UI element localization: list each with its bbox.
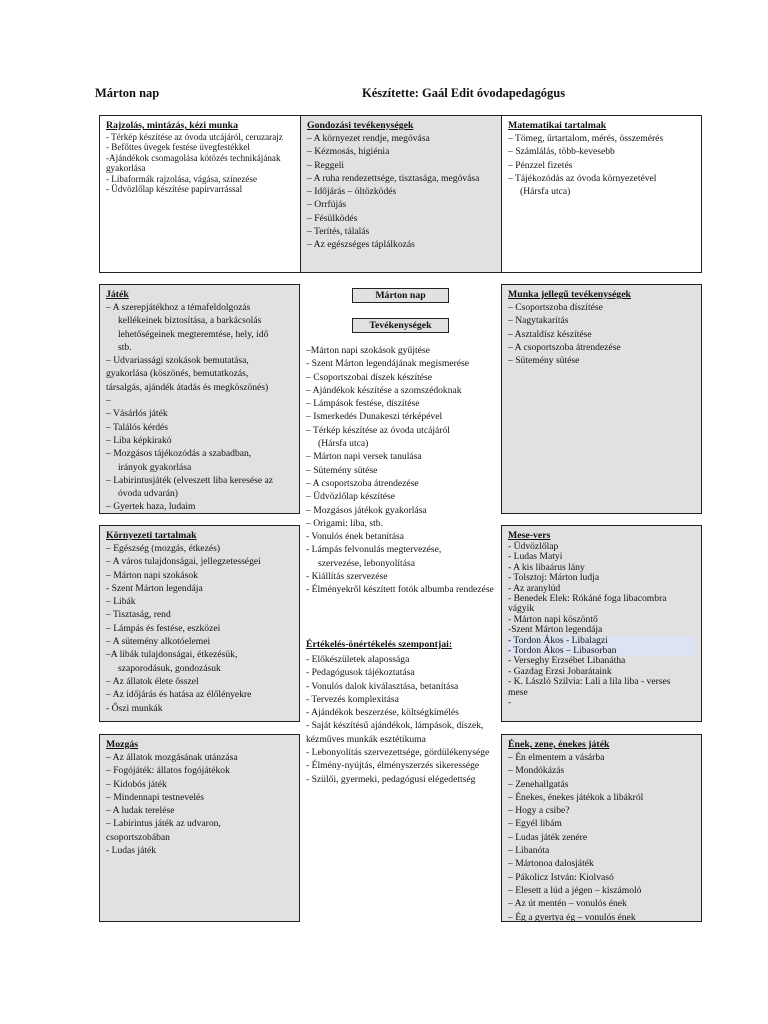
list-item: – Tömeg, űrtartalom, mérés, összemérés xyxy=(508,133,664,144)
list-item: – Orrfújás xyxy=(307,199,347,211)
list-item: – Sütemény sütése xyxy=(306,464,378,476)
list-item: – Számlálás, több-kevesebb xyxy=(508,146,615,158)
list-item: – Fésülködés xyxy=(307,212,358,224)
list-item: gyakorlása (köszönés, bemutatkozás, xyxy=(106,368,249,380)
list-item: – Lámpások festése, díszítése xyxy=(306,398,420,410)
list-item: -Ajándékok csomagolása kötözés technikájának gyakorlása xyxy=(106,152,281,174)
center-label-tevekenysegek: Tevékenységek xyxy=(352,318,449,333)
list-item: – Pénzzel fizetés xyxy=(508,159,573,171)
box-rajzolas xyxy=(99,115,301,273)
list-item: – Térkép készítése az óvoda utcájáról xyxy=(306,424,450,436)
list-item: - Szent Márton legendájának megismerése xyxy=(306,358,470,370)
list-item: (Hársfa utca) xyxy=(520,186,571,198)
list-item: – Terítés, tálalás xyxy=(307,226,370,238)
list-item: – Reggeli xyxy=(307,159,345,171)
list-item: – Üdvözlőlap készítése xyxy=(306,491,395,503)
list-item: – Ismerkedés Dunakeszi térképével xyxy=(306,411,443,423)
evaluation-section xyxy=(306,638,502,786)
list-item: – Egészség (mozgás, étkezés) xyxy=(106,543,221,554)
list-item: – Udvariassági szokások bemutatása, xyxy=(106,355,249,367)
list-item: – Origami: liba, stb. xyxy=(306,517,384,529)
list-item: stb. xyxy=(118,341,132,353)
list-item: – Libanóta xyxy=(508,845,550,857)
list-item: – A környezet rendje, megóvása xyxy=(307,133,430,144)
box-title: Munka jellegű tevékenységek xyxy=(508,289,631,300)
box-jatek xyxy=(99,284,300,514)
list-item: (Hársfa utca) xyxy=(318,438,369,450)
list-item: - Ludas Matyi xyxy=(508,551,563,563)
box-gondozasi xyxy=(300,115,502,273)
list-item: - Benedek Elek: Rókáné foga libacombra xyxy=(508,593,667,605)
list-item: – Kézmosás, higiénia xyxy=(307,146,390,158)
box-title: Gondozási tevékenységek xyxy=(307,120,414,131)
list-item: – Én elmentem a vásárba xyxy=(508,752,605,763)
list-item: - Tervezés komplexitása xyxy=(306,693,399,705)
list-item: - Előkészületek alapossága xyxy=(306,654,410,665)
list-item: – Sütemény sütése xyxy=(508,355,580,367)
list-item: óvoda udvarán) xyxy=(118,488,178,500)
list-item: – Fogójáték: állatos fogójátékok xyxy=(106,765,230,777)
list-item: -Szent Márton legendája xyxy=(508,624,603,636)
list-item: szervezése, lebonyolítása xyxy=(318,557,415,569)
list-item: – Márton napi szokások xyxy=(106,569,198,581)
list-item: – A sütemény alkotóelemei xyxy=(106,636,211,648)
list-item: - Élmény-nyújtás, élményszerzés sikeressége xyxy=(306,760,480,772)
list-item: - Lebonyolítás szervezettsége, gördülékenysége xyxy=(306,747,490,759)
list-item: - Lámpás felvonulás megtervezése, xyxy=(306,544,442,556)
list-item: irányok gyakorlása xyxy=(118,461,192,473)
list-item: –A libák tulajdonságai, étkezésük, xyxy=(106,649,238,661)
list-item: – A ludak terelése xyxy=(106,805,175,817)
list-item: – Időjárás – öltözködés xyxy=(307,186,397,198)
list-item: – Mozgásos tájékozódás a szabadban, xyxy=(106,448,252,460)
list-item: – Labirintusjáték (elveszett liba keresése az xyxy=(106,474,274,486)
list-item: – Mozgásos játékok gyakorlása xyxy=(306,504,427,516)
list-item: – Mondókázás xyxy=(508,765,565,777)
list-item: – Asztaldísz készítése xyxy=(508,328,592,340)
list-item: – Pákolicz István: Kiolvasó xyxy=(508,871,614,883)
list-item: – A csoportszoba átrendezése xyxy=(306,477,419,489)
list-item: - Vonulós dalok kiválasztása, betanítása xyxy=(306,680,459,692)
list-item: - Vonulós ének betanítása xyxy=(306,531,404,543)
box-mese-vers xyxy=(501,525,702,722)
list-item: - Saját készítésű ajándékok, lámpások, díszek, kézműves munkák esztétikuma xyxy=(306,720,484,745)
evaluation-title: Értékelés-önértékelés szempontjai: xyxy=(306,639,453,650)
list-item: lehetőségeinek megteremtése, hely, idő xyxy=(118,328,269,340)
list-item: – Az időjárás és hatása az élőlényekre xyxy=(106,689,252,701)
activities-list xyxy=(306,344,500,597)
list-item: - Gazdag Erzsi Jobarátaink xyxy=(508,665,612,677)
list-item: – Egyél libám xyxy=(508,818,562,830)
list-item: – Libák xyxy=(106,596,136,608)
list-item: – Zenehallgatás xyxy=(508,778,569,790)
list-item: – Csoportszoba díszítése xyxy=(508,302,603,313)
box-title: Ének, zene, énekes játék xyxy=(508,739,610,750)
list-item: vágyik xyxy=(508,603,535,615)
box-matematikai xyxy=(501,115,702,273)
list-item: – Tisztaság, rend xyxy=(106,609,171,621)
box-munka xyxy=(501,284,702,514)
box-title: Mozgás xyxy=(106,739,139,750)
list-item: csoportszobában xyxy=(106,831,170,843)
list-item: –Márton napi szokások gyűjtése xyxy=(306,345,430,356)
list-item: – Ajándékok készítése a szomszédoknak xyxy=(306,384,462,396)
list-item: - Térkép készítése az óvoda utcájáról, ceruzarajz xyxy=(106,132,283,142)
list-item: – Kidobós játék xyxy=(106,778,167,790)
list-item: – Ég a gyertya ég – vonulós ének xyxy=(508,911,636,922)
list-item: - Pedagógusok tájékoztatása xyxy=(306,667,415,679)
box-title: Környezeti tartalmak xyxy=(106,530,197,541)
list-item: - Ajándékok beszerzése, költségkímélés xyxy=(306,707,459,719)
box-title: Rajzolás, mintázás, kézi munka xyxy=(106,120,238,131)
list-item: - Verseghy Erzsébet Libanátha xyxy=(508,655,626,667)
list-item: - A kis libaárus lány xyxy=(508,561,585,573)
list-item: - Szülői, gyermeki, pedagógusi elégedettség xyxy=(306,773,476,785)
list-item: – Az állatok élete ősszel xyxy=(106,675,199,687)
list-item: - Befőttes üvegek festése üvegfestékkel xyxy=(106,142,250,153)
list-item: társalgás, ajándék átadás és megköszönés) xyxy=(106,381,269,393)
list-item: - Őszi munkák xyxy=(106,702,163,714)
list-item: – Énekes, énekes játékok a libákról xyxy=(508,791,644,803)
list-item: – A csoportszoba átrendezése xyxy=(508,341,621,353)
list-item: – A szerepjátékhoz a témafeldolgozás xyxy=(106,302,251,313)
list-item: - xyxy=(508,697,512,709)
list-item: – Az egészséges táplálkozás xyxy=(307,239,415,251)
list-item: – Az állatok mozgásának utánzása xyxy=(106,752,238,763)
list-item: – Csoportszobai díszek készítése xyxy=(306,371,433,383)
list-item: - Márton napi köszöntő xyxy=(508,613,598,625)
list-item: - Libaformák rajzolása, vágása, színezése xyxy=(106,173,257,184)
list-item: – Mindennapi testnevelés xyxy=(106,791,205,803)
center-label-marton-nap: Márton nap xyxy=(352,288,449,303)
list-item: - K. László Szilvia: Lali a lila liba - verses xyxy=(508,676,671,688)
list-item: - Tolsztoj: Márton ludja xyxy=(508,572,600,584)
list-item: - Üdvözlőlap xyxy=(508,541,559,552)
list-item: - Tordon Ákos - Libalagzi xyxy=(508,636,695,646)
box-kornyezeti xyxy=(99,525,300,722)
list-item: – Márton napi versek tanulása xyxy=(306,451,422,463)
box-title: Matematikai tartalmak xyxy=(508,120,607,131)
list-item: - Kiállítás szervezése xyxy=(306,571,388,583)
list-item: - Ludas játék xyxy=(106,845,157,857)
list-item: – Vásárlós játék xyxy=(106,408,168,420)
list-item: – Találós kérdés xyxy=(106,421,169,433)
list-item: – Liba képkirakó xyxy=(106,434,172,446)
list-item: – Mártonoa dalosjáték xyxy=(508,858,594,870)
box-enek-zene xyxy=(501,734,702,922)
list-item: – Gyertek haza, ludaim xyxy=(106,501,196,513)
list-item: – Ludas játék zenére xyxy=(508,831,588,843)
list-item: – Nagytakarítás xyxy=(508,315,569,327)
list-item: - Szent Márton legendája xyxy=(106,582,203,594)
document-title: Márton nap xyxy=(95,86,160,100)
list-item: szaporodásuk, gondozásuk xyxy=(118,662,221,674)
list-item: – Az út mentén – vonulós ének xyxy=(508,898,627,910)
box-mozgas xyxy=(99,734,300,922)
list-item: – Hogy a csibe? xyxy=(508,805,570,817)
document-author: Készítette: Gaál Edit óvodapedagógus xyxy=(362,86,566,100)
list-item: – Lámpás és festése, eszközei xyxy=(106,622,221,634)
list-item: - Az aranylúd xyxy=(508,582,561,594)
box-title: Mese-vers xyxy=(508,530,551,541)
list-item: – Elesett a lúd a jégen – kiszámoló xyxy=(508,884,642,896)
list-item: - Tordon Ákos – Libasorban xyxy=(508,646,695,656)
box-title: Játék xyxy=(106,289,129,300)
list-item: – A ruha rendezettsége, tisztasága, megóvása xyxy=(307,172,480,184)
list-item: - Üdvözlőlap készítése papírvarrással xyxy=(106,184,243,195)
list-item: – A város tulajdonságai, jellegzetességei xyxy=(106,556,261,568)
list-item: – Tájékozódás az óvoda környezetével xyxy=(508,172,657,184)
list-item: mese xyxy=(508,686,528,698)
list-item: – xyxy=(106,395,111,407)
list-item: – Labirintus játék az udvaron, xyxy=(106,818,221,830)
list-item: kellékeinek biztosítása, a barkácsolás xyxy=(118,315,262,327)
list-item: - Élményekről készített fotók albumba rendezése xyxy=(306,584,494,596)
